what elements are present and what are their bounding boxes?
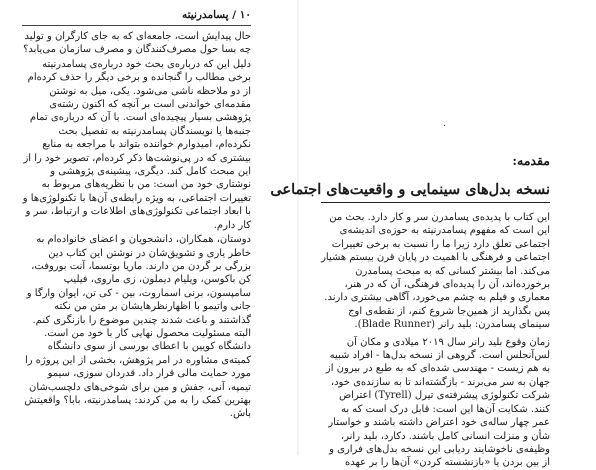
- paragraph: دلیل این که درباره‌ی بحث خود درباره‌ی پسامدرنیته برخی مطالب را گنجانده و برخی دیگر را حذف کرده‌ام از دو ملاحظه ناشی می‌شود. یکی، میل به نوشتن مقدمه‌ای خواندنی است بر آنچه که اکنون رشته‌ی پژوهشی بسیار پیچیده‌ای است. با آن که درباره‌ی تمام جنبه‌ها یا نویسندگان پسامدرنیته به تفصیل بحث نکرده‌ام، امیدوارم خواننده بتواند با مراجعه به منابع بیشتری که در پی‌نوشت‌ها ذکر کرده‌ام، تصویر خود را از این مبحث کامل کند. دیگری، پیشینه‌ی پژوهشی و نوشتاری خود من است: من با نظریه‌های مربوط به تغییرات اجتماعی، به ویژه رابطه‌ی آن‌ها با تکنولوژی‌ها و با ابعاد اجتماعی تکنولوژی‌های اطلاعات و ارتباط، سر و کار دارم.: [22, 58, 251, 231]
- right-page: [270, 0, 596, 469]
- paragraph: زمان وقوع بلید رانر سال ۲۰۱۹ میلادی و مکان آن لس‌آنجلس است. گروهی از نسخه بدل‌ها - افراد شبیه به هم زیست - مهندسی شده‌ای که به طبع در بیرون از جهان به سر می‌برند - بازگشته‌اند تا به سازنده‌ی خود، شرکت تکنولوژی پیشرفته‌ی تیرل (Tyrell) اعتراض کنند. شکایت آن‌ها این است: قابل درک است که به عمر چهار ساله‌ی خود اعتراض داشته باشند و خواستار شأن و منزلت انسانی کامل باشند. دکارد، بلید رانر، وظیفه‌ی ناخوشایند ردیابی این نسخه بدل‌های فراری و از بین بردن یا «بازنشسته کردن» آن‌ها را بر عهده: [325, 336, 550, 469]
- page-mark: .: [442, 118, 446, 129]
- running-head: ۱۰ / پسامدرنیته: [181, 9, 251, 21]
- paragraph: این کتاب با پدیده‌ی پسامدرن سر و کار دارد. بحث من این است که مفهوم پسامدرنیته به حوزه‌ی اندیشه‌ی اجتماعی تعلق دارد زیرا ما را نسبت به برخی تغییرات اجتماعی و فرهنگی با اهمیت در پایان قرن بیستم هشیار می‌کند. اما بیشتر کسانی که به مبحث پسامدرن برخورده‌اند، آن را پدیده‌ای فرهنگی، آن که در هنر، معماری و فیلم به چشم می‌خورد، آگاهی بیشتری دارند. پس بگذارید از همین‌جا شروع کنم، از نقطه‌ی اوج سینمای پسامدرن: بلید رانر (Blade Runner).: [321, 212, 550, 331]
- chapter-title: نسخه بدل‌های سینمایی و واقعیت‌های اجتماعی: [270, 181, 550, 198]
- left-page-body: [22, 30, 251, 421]
- title-rule: [321, 202, 550, 203]
- right-page-body: [321, 211, 550, 470]
- header-rule: [22, 25, 251, 26]
- paragraph: حال پیدایش است، جامعه‌ای که به جای کارگران و تولید چه بسا حول مصرف‌کنندگان و مصرف سازمان می‌یابد؟: [23, 31, 251, 56]
- paragraph: دوستان، همکاران، دانشجویان و اعضای خانواده‌ام به خاطر یاری و تشویق‌شان در نوشتن این کتاب دین بزرگی بر گردن من دارند. ماریا بوتسما، آنت بوروفت، کن باکوسن، ویلیام دیملون، زی ماروی، فیلیپ سامپسون، برنی اسماروت، بین - کی تن، ایوان وارگا و جانی واتیمو با اظهارنظرهایشان بر متن من نکته گذاشتند و باعث شدند چندین موضوع را بازنگری کنم. البته مسئولیت محصول نهایی کار با خود من است. دانشگاه کویین با اعطای بورسی از سوی دانشگاه کمیته‌ی مشاوره در امر پژوهش، بخشی از این پروژه را مورد حمایت مالی قرار داد. قدردان سوزی، سیمو تیمپه، آنی، جفش و مین برای شوخی‌های دلچسب‌شان بهترین کمک را به من کردند: پسامدرنیته، بابا؟ واقعیتش باش.: [24, 234, 251, 420]
- section-label: مقدمه:: [512, 153, 550, 168]
- left-page: [0, 0, 297, 455]
